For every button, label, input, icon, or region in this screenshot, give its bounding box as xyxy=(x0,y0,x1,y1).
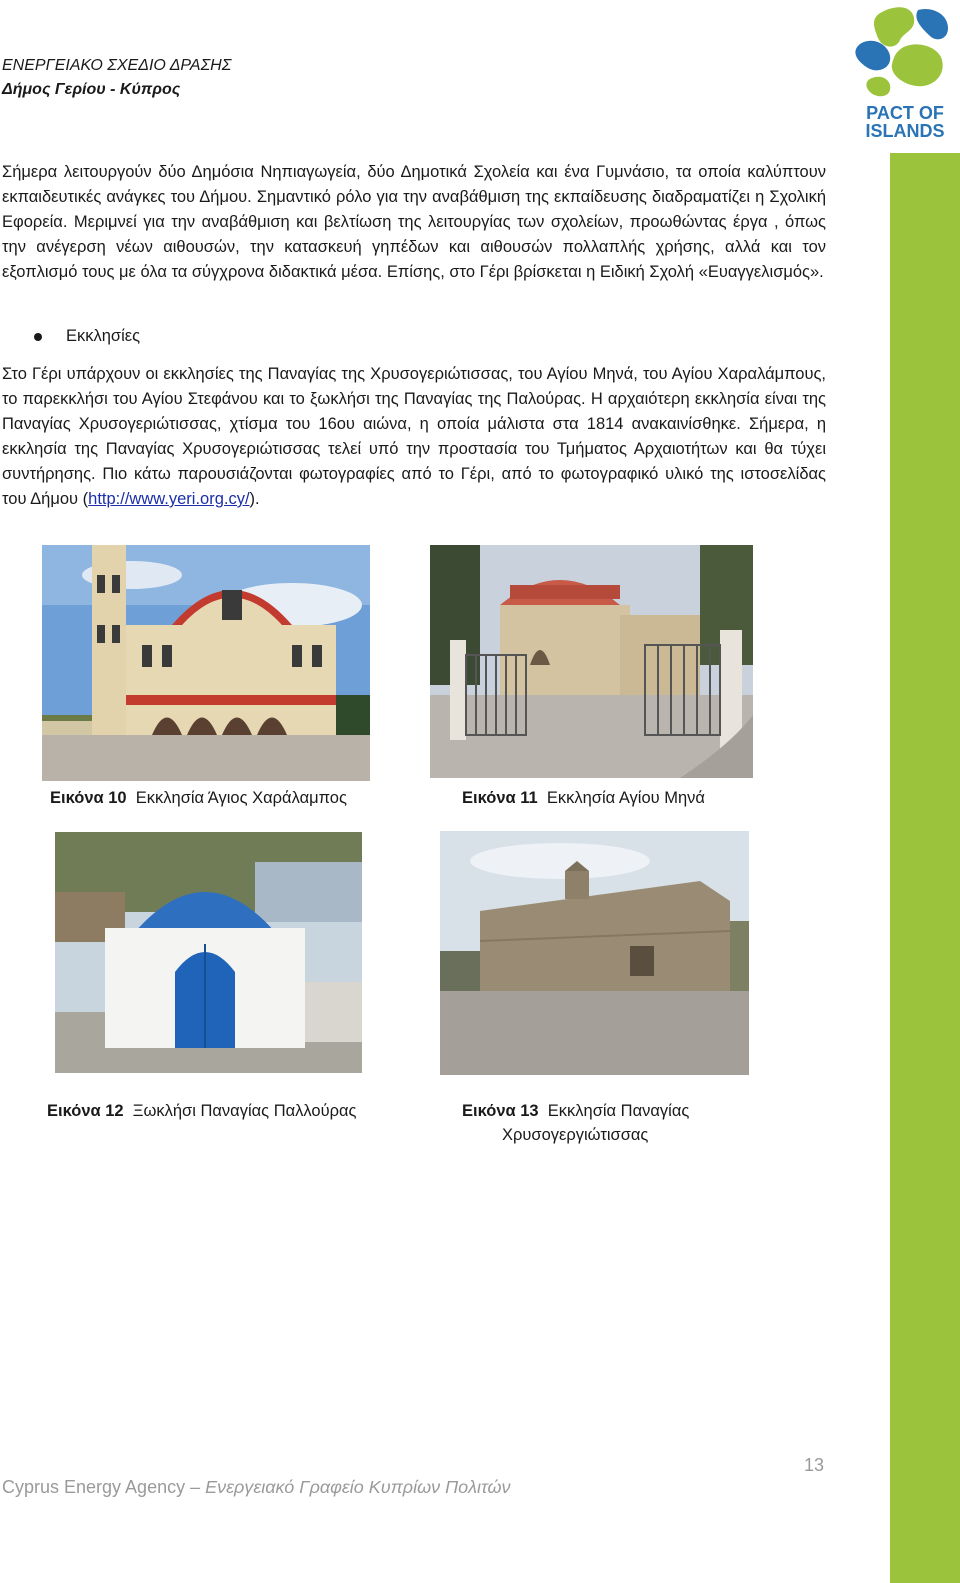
bullet-dot xyxy=(34,333,42,341)
photo-agios-charalampos xyxy=(42,545,370,781)
bullet-text: Εκκλησίες xyxy=(66,327,141,345)
header-subtitle: Δήμος Γερίου - Κύπρος xyxy=(2,81,181,98)
photo-panagia-chrysogeriotissa xyxy=(440,831,749,1075)
figure-12-text: Ξωκλήσι Παναγίας Παλλούρας xyxy=(132,1102,357,1120)
bullet-churches xyxy=(34,324,140,349)
figure-13-caption xyxy=(462,1099,689,1123)
header-title: ΕΝΕΡΓΕΙΑΚΟ ΣΧΕΔΙΟ ΔΡΑΣΗΣ xyxy=(2,57,232,74)
footer-dash: – xyxy=(185,1477,206,1497)
figure-13-label: Εικόνα 13 xyxy=(462,1102,539,1120)
footer-text xyxy=(2,1477,511,1498)
logo-text-line2: ISLANDS xyxy=(865,121,945,141)
figure-10-text: Εκκλησία Άγιος Χαράλαμπος xyxy=(135,789,347,807)
figure-11-text: Εκκλησία Αγίου Μηνά xyxy=(546,789,705,807)
paragraph-schools: Σήμερα λειτουργούν δύο Δημόσια Νηπιαγωγεία, δύο Δημοτικά Σχολεία και ένα Γυμνάσιο, τα οποία καλύπτουν εκπαιδευτικές ανάγκες του Δήμου. Σημαντικό ρόλο για την αναβάθμιση της εκπαίδευσης διαδραματίζει η Σχολική Εφορεία. Μεριμνεί για την αναβάθμιση και βελτίωση της λειτουργίας των σχολείων, προωθώντας έργα , όπως την ανέγερση νέων αιθουσών, την κατασκευή γηπέδων και αιθουσών πολλαπλής χρήσης, αλλά και τον εξοπλισμό τους με όλα τα σύγχρονα διδακτικά μέσα. Επίσης, στο Γέρι βρίσκεται η Ειδική Σχολή «Ευαγγελισμός». xyxy=(2,163,826,281)
logo-text-line1: PACT OF xyxy=(866,103,944,123)
pact-of-islands-logo xyxy=(852,4,958,144)
figure-11-caption xyxy=(462,786,705,810)
paragraph-churches-text: Στο Γέρι υπάρχουν οι εκκλησίες της Παναγίας της Χρυσογεριώτισσας, του Αγίου Μηνά, του Αγίου Χαραλάμπους, το παρεκκλήσι του Αγίου Στεφάνου και το ξωκλήσι της Παναγίας της Παλούρας. Η αρχαιότερη εκκλησία είναι της Παναγίας Χρυσογεριώτισσας, χτίσμα του 16ου αιώνα, η οποία μάλιστα στα 1814 ανακαινίσθηκε. Σήμερα, η εκκλησία της Παναγίας Χρυσογεριώτισσας τελεί υπό την προστασία του Τμήματος Αρχαιοτήτων και θα τύχει συντήρησης. Πιο κάτω παρουσιάζονται φωτογραφίες από το Γέρι, από το φωτογραφικό υλικό της ιστοσελίδας του Δήμου ( xyxy=(2,365,826,508)
figure-13-text: Εκκλησία Παναγίας xyxy=(547,1102,690,1120)
figure-11-label: Εικόνα 11 xyxy=(462,789,538,807)
figure-10-label: Εικόνα 10 xyxy=(50,789,127,807)
paragraph-churches-end: ). xyxy=(249,490,260,508)
figure-12-label: Εικόνα 12 xyxy=(47,1102,124,1120)
figure-12-caption xyxy=(47,1099,357,1123)
side-accent-bar xyxy=(890,153,960,1583)
footer-office: Ενεργειακό Γραφείο Κυπρίων Πολιτών xyxy=(205,1477,511,1497)
photo-panagia-pallouras xyxy=(55,832,362,1073)
page-number: 13 xyxy=(804,1455,825,1475)
footer-org: Cyprus Energy Agency xyxy=(2,1477,186,1497)
figure-13-caption-line2: Χρυσογεργιώτισσας xyxy=(502,1126,649,1144)
paragraph-churches xyxy=(2,362,826,512)
photo-agios-minas xyxy=(430,545,753,778)
municipality-link[interactable]: http://www.yeri.org.cy/ xyxy=(88,490,250,508)
figure-10-caption xyxy=(50,786,347,810)
